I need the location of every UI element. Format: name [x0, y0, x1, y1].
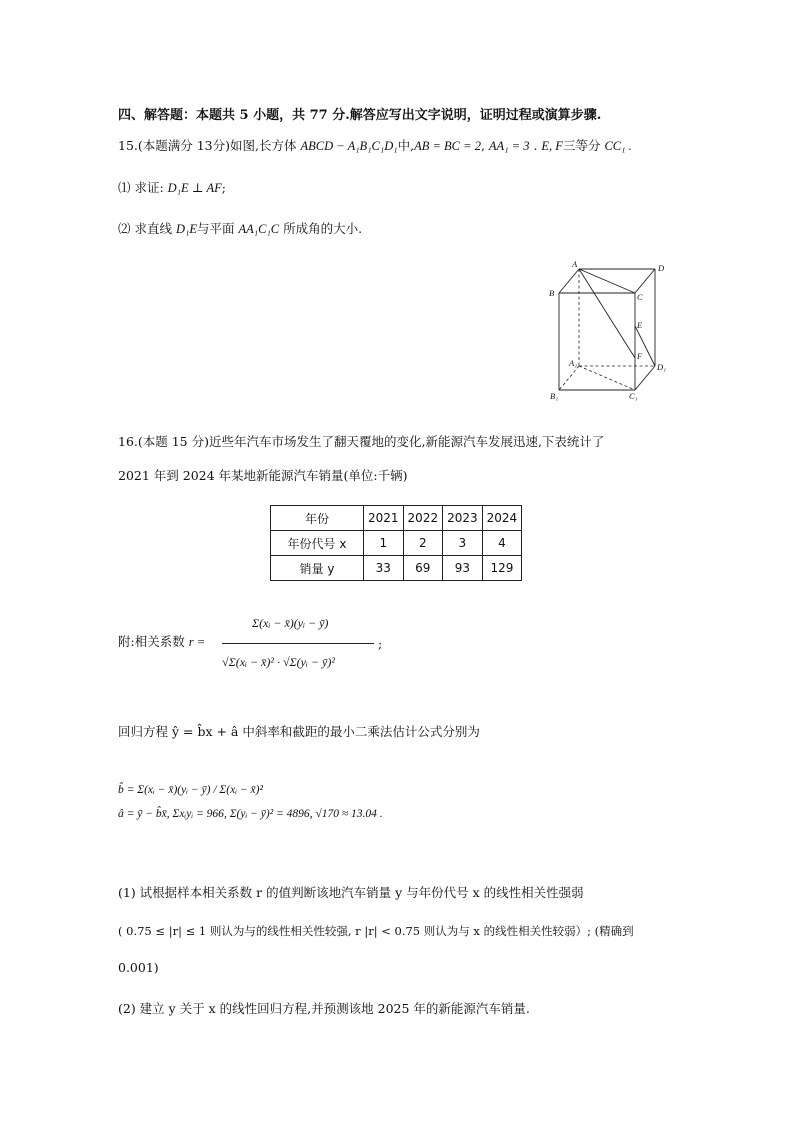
- table-cell: 4: [482, 531, 522, 556]
- q16-part1-line3: 0.001): [118, 960, 159, 975]
- table-cell: 69: [403, 556, 443, 581]
- q15-given-cc1: CC₁ .: [604, 139, 632, 153]
- segment-AF: [579, 269, 635, 358]
- fraction-bar: [222, 643, 374, 644]
- q15-intro-prefix: 15.(本题满分 13分)如图,长方体: [118, 138, 297, 153]
- q15-part1-prefix: ⑴ 求证:: [118, 180, 164, 195]
- table-cell: 2: [403, 531, 443, 556]
- label-D: D: [658, 263, 665, 273]
- q15-part2-line: D₁E: [175, 222, 197, 236]
- intercept-formula: â = ȳ − b̂x̄: [118, 808, 167, 820]
- edge-A1B1-hidden: [559, 366, 579, 390]
- q15-part2-mid: 与平面: [196, 221, 235, 236]
- given-sum-xy: Σxᵢyᵢ = 966: [172, 808, 224, 820]
- q15-given-ab-bc: AB = BC = 2: [414, 139, 481, 153]
- table-cell: 2021: [364, 506, 404, 531]
- edge-CD: [635, 269, 655, 293]
- table-cell: 2022: [403, 506, 443, 531]
- q15-part2: [118, 221, 362, 237]
- q16-intro-line2: 2021 年到 2024 年某地新能源汽车销量(单位:千辆): [118, 468, 408, 483]
- table-cell: 2024: [482, 506, 522, 531]
- label-D1: D₁: [657, 362, 667, 372]
- table-header-row: [271, 506, 522, 531]
- formula-numerator: Σ(xᵢ − x̄)(yᵢ − ȳ): [252, 616, 329, 630]
- q15-part1-math: D₁E ⊥ AF: [167, 181, 222, 195]
- section-header: 四、解答题：本题共 5 小题，共 77 分.解答应写出文字说明，证明过程或演算步骤.: [118, 108, 602, 123]
- q15-intro-tail: 三等分: [562, 138, 601, 153]
- label-C: C: [637, 292, 643, 302]
- table-cell: 2023: [443, 506, 483, 531]
- table-row: [271, 556, 522, 581]
- q15-part2-prefix: ⑵ 求直线: [118, 221, 172, 236]
- label-F: F: [637, 351, 643, 361]
- given-sum-sq: Σ(yᵢ − ȳ)² = 4896: [229, 808, 310, 820]
- q15-part2-plane: AA₁C₁C: [238, 222, 280, 236]
- table-cell: 3: [443, 531, 483, 556]
- label-A1: A₁: [569, 358, 578, 368]
- label-B1: B₁: [550, 391, 559, 401]
- table-cell: 93: [443, 556, 483, 581]
- q15-given-points: E, F: [541, 139, 563, 153]
- formula-denominator: √Σ(xᵢ − x̄)² · √Σ(yᵢ − ȳ)²: [222, 655, 335, 669]
- regression-intro: 回归方程 ŷ = b̂x + â 中斜率和截距的最小二乘法估计公式分别为: [118, 724, 480, 739]
- label-B: B: [549, 288, 555, 298]
- q16-part1-line2: ( 0.75 ≤ |r| ≤ 1 则认为与的线性相关性较强, r |r| < 0.75 则认为与 x 的线性相关性较弱）; (精确到: [118, 924, 634, 938]
- q16-part1-line1: (1) 试根据样本相关系数 r 的值判断该地汽车销量 y 与年份代号 x 的线性相关性强弱: [118, 885, 584, 900]
- sales-table: [270, 505, 522, 581]
- q15-part2-tail: 所成角的大小.: [283, 221, 363, 236]
- formula-intro-text: 附:相关系数: [118, 634, 185, 649]
- label-A: A: [572, 259, 578, 269]
- formula-intro: [118, 634, 205, 650]
- given-values: â = ȳ − b̂x̄, Σxᵢyᵢ = 966, Σ(yᵢ − ȳ)² = 4896, √170 ≈ 13.04 .: [118, 808, 383, 820]
- edge-C1D1: [635, 366, 655, 390]
- formula-tail: ;: [378, 636, 383, 651]
- table-cell: 年份: [271, 506, 364, 531]
- label-C1: C₁: [629, 391, 638, 401]
- label-E: E: [637, 320, 643, 330]
- table-cell: 年份代号 x: [271, 531, 364, 556]
- segment-AC: [579, 269, 635, 293]
- table-cell: 129: [482, 556, 522, 581]
- table-row: [271, 531, 522, 556]
- table-cell: 1: [364, 531, 404, 556]
- slope-formula: b̂ = Σ(xᵢ − x̄)(yᵢ − ȳ) / Σ(xᵢ − x̄)²: [118, 784, 263, 796]
- q16-intro-line1: 16.(本题 15 分)近些年汽车市场发生了翻天覆地的变化,新能源汽车发展迅速,下表统计了: [118, 434, 605, 449]
- q15-part1-tail: ;: [221, 180, 226, 195]
- q15-given-aa1: AA₁ = 3: [488, 139, 530, 153]
- given-sqrt: √170 ≈ 13.04 .: [315, 808, 383, 820]
- formula-r: r =: [188, 635, 206, 649]
- segment-A1C1-hidden: [579, 366, 635, 390]
- table-cell: 销量 y: [271, 556, 364, 581]
- q15-intro-mid: 中,: [397, 138, 415, 153]
- q16-part2: (2) 建立 y 关于 x 的线性回归方程,并预测该地 2025 年的新能源汽车销量.: [118, 1001, 530, 1016]
- q15-solid-name: ABCD − A₁B₁C₁D₁: [300, 139, 398, 153]
- cuboid-figure: [540, 258, 680, 403]
- q15-intro: 15.(本题满分 13分)如图,长方体 ABCD − A₁B₁C₁D₁中,AB = BC = 2, AA₁ = 3 . E, F三等分 CC₁ .: [118, 138, 632, 153]
- q15-part1: [118, 180, 226, 196]
- table-cell: 33: [364, 556, 404, 581]
- edge-AB: [559, 269, 579, 293]
